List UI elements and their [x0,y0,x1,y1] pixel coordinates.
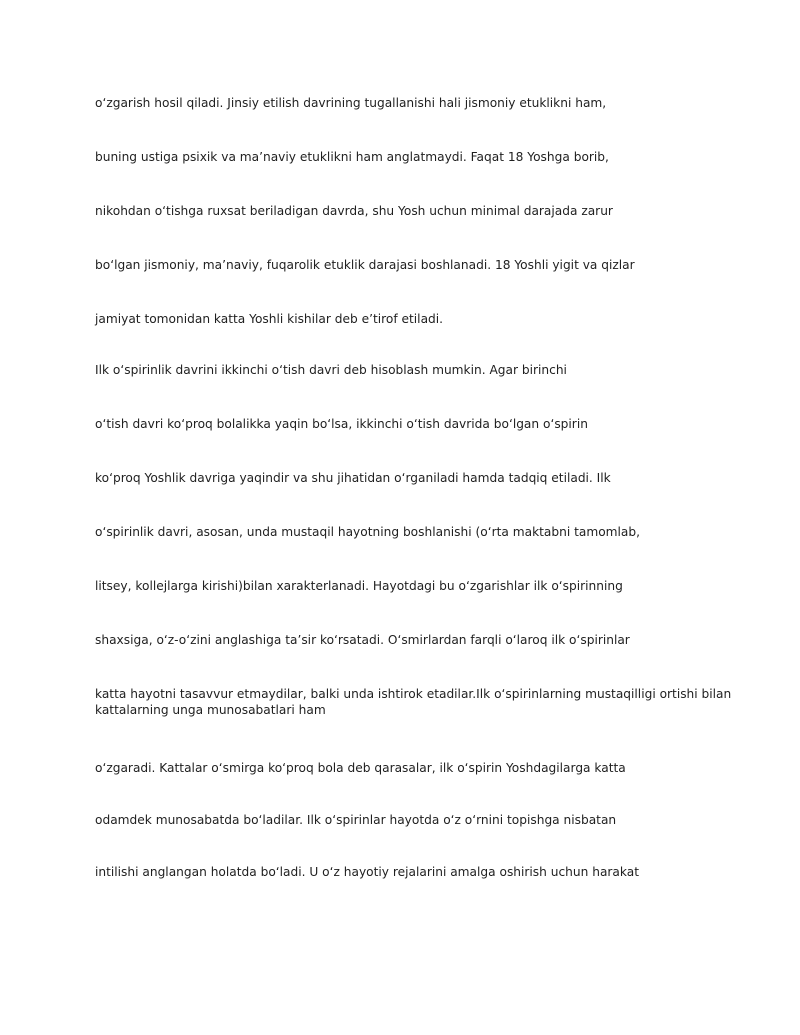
text-line: jamiyat tomonidan katta Yoshli kishilar deb e’tirof etiladi. [95,312,444,326]
text-line: katta hayotni tasavvur etmaydilar, balki unda ishtirok etadilar.Ilk o‘spirinlarning mustaqilligi ortishi bilan kattalarning unga munosabatlari ham [95,687,732,717]
text-line: litsey, kollejlarga kirishi)bilan xarakterlanadi. Hayotdagi bu o‘zgarishlar ilk o‘spirinning [95,579,623,593]
text-line: o‘zgaradi. Kattalar o‘smirga ko‘proq bola deb qarasalar, ilk o‘spirin Yoshdagilarga katta [95,761,626,775]
text-line: nikohdan o‘tishga ruxsat beriladigan davrda, shu Yosh uchun minimal darajada zarur [95,204,613,218]
text-line: o‘tish davri ko‘proq bolalikka yaqin bo‘lsa, ikkinchi o‘tish davrida bo‘lgan o‘spirin [95,417,588,431]
text-line: shaxsiga, o‘z-o‘zini anglashiga ta’sir ko‘rsatadi. O‘smirlardan farqli o‘laroq ilk o‘spirinlar [95,633,630,647]
text-line: buning ustiga psixik va ma’naviy etuklikni ham anglatmaydi. Faqat 18 Yoshga borib, [95,150,609,164]
text-line: o‘spirinlik davri, asosan, unda mustaqil hayotning boshlanishi (o‘rta maktabni tamomlab, [95,525,641,539]
text-line: o‘zgarish hosil qiladi. Jinsiy etilish davrining tugallanishi hali jismoniy etuklikni ham, [95,96,607,110]
text-line: Ilk o‘spirinlik davrini ikkinchi o‘tish davri deb hisoblash mumkin. Agar birinchi [95,363,567,377]
text-line: ko‘proq Yoshlik davriga yaqindir va shu jihatidan o‘rganiladi hamda tadqiq etiladi. Ilk [95,471,611,485]
text-line: intilishi anglangan holatda bo‘ladi. U o‘z hayotiy rejalarini amalga oshirish uchun harakat [95,865,639,879]
text-line: odamdek munosabatda bo‘ladilar. Ilk o‘spirinlar hayotda o‘z o‘rnini topishga nisbatan [95,813,617,827]
text-line: bo‘lgan jismoniy, ma’naviy, fuqarolik etuklik darajasi boshlanadi. 18 Yoshli yigit va qizlar [95,258,635,272]
